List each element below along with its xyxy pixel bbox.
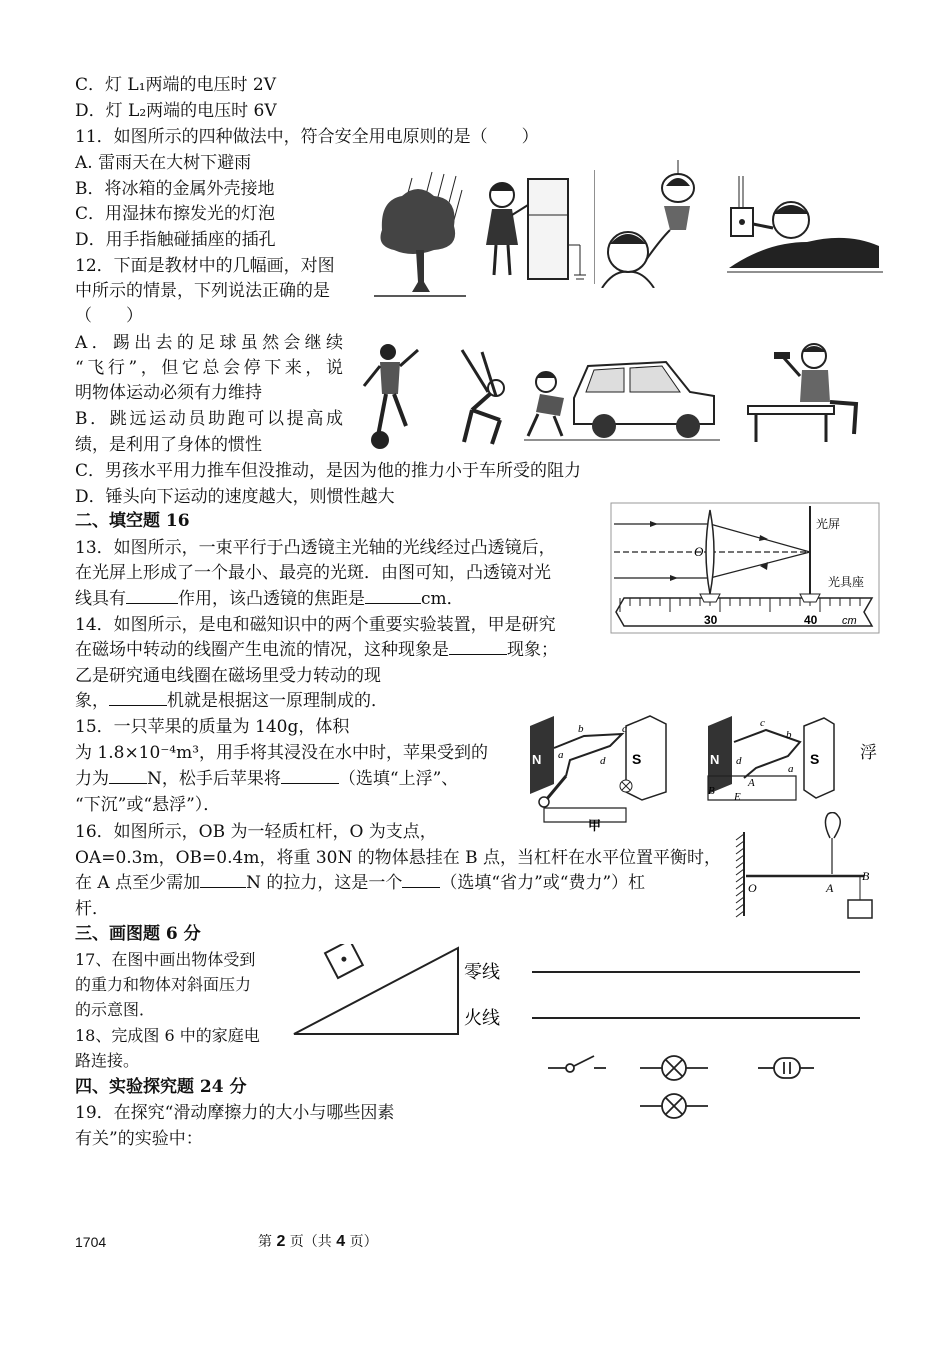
q16-line-1: 16．如图所示，OB 为一轻质杠杆，O 为支点，: [75, 822, 437, 842]
q15-blank-motion[interactable]: [281, 767, 339, 784]
footer-page-number: 第 2 页（共 4 页）: [258, 1233, 378, 1250]
q14-line-1: 14．如图所示，是电和磁知识中的两个重要实验装置，甲是研究: [75, 615, 556, 635]
q12-stem-line-3: （ ）: [75, 306, 143, 326]
q16-figure-lever: [734, 812, 882, 920]
wall-hatch: [736, 890, 744, 896]
q14-fig1-n: N: [532, 752, 542, 767]
q10-option-c: C．灯 L₁两端的电压时 2V: [75, 75, 277, 95]
q15-line-1: 15．一只苹果的质量为 140g，体积: [75, 717, 350, 737]
q17-line-3: 的示意图．: [75, 1000, 156, 1019]
q11-stem: 11．如图所示的四种做法中，符合安全用电原则的是（ ）: [75, 127, 539, 147]
q12-figure-long-jump: [438, 346, 518, 452]
q19-line-2: 有关”的实验中：: [75, 1129, 203, 1149]
q13-fig-unit: cm: [842, 615, 857, 627]
q16-line-3: 在 A 点至少需加 N 的拉力，这是一个 （选填“省力”或“费力”）杠: [75, 873, 646, 893]
section-2-title: 二、填空题 16: [75, 511, 190, 531]
q18-line-1: 18、完成图 6 中的家庭电: [75, 1026, 260, 1045]
q11-option-b: B．将冰箱的金属外壳接地: [75, 179, 275, 199]
q14-fig2-B: B: [708, 785, 715, 797]
wall-hatch: [736, 883, 744, 889]
wall-hatch: [736, 876, 744, 882]
q12-option-a-line-3: 明物体运动必须有力维持: [75, 383, 262, 403]
q13-line-3: 线具有 作用，该凸透镜的焦距是 cm．: [75, 589, 464, 609]
q11-option-c: C．用湿抹布擦发光的灯泡: [75, 204, 276, 224]
q14-line-3: 乙是研究通电线圈在磁场里受力转动的现: [75, 666, 381, 686]
q11-figure-fridge-grounding: [472, 175, 590, 287]
q14-blank-phenomenon[interactable]: [449, 638, 507, 655]
q14-fig2-E: E: [734, 791, 741, 803]
wall-hatch: [736, 855, 744, 861]
q16-fig-o: O: [748, 881, 757, 895]
wall-hatch: [736, 897, 744, 903]
q15-line-4: “下沉”或“悬浮”）．: [75, 795, 221, 815]
q14-fig1-b: b: [578, 723, 584, 735]
q14-figure-generator: [526, 712, 674, 832]
footer-code: 1704: [75, 1234, 107, 1250]
q16-blank-lever-type[interactable]: [402, 871, 440, 888]
q14-fig2-c: c: [760, 717, 765, 729]
wall-hatch: [736, 862, 744, 868]
q18-label-live: 火线: [464, 1008, 500, 1029]
q11-figure-tree-in-rain: [372, 170, 468, 300]
q13-blank-focal-length[interactable]: [365, 587, 421, 604]
q13-line-2: 在光屏上形成了一个最小、最亮的光斑．由图可知，凸透镜对光: [75, 563, 551, 583]
q13-figure-lens-bench: [610, 502, 880, 634]
q10-option-d: D．灯 L₂两端的电压时 6V: [75, 101, 277, 121]
q14-fig1-s: S: [632, 751, 642, 767]
q11-figure-wiping-lamp: [594, 160, 714, 288]
q12-figure-hammer: [744, 342, 866, 446]
q18-lamp-symbol-1: [640, 1056, 708, 1080]
q12-option-c: C．男孩水平用力推车但没推动，是因为他的推力小于车所受的阻力: [75, 461, 582, 481]
q17-line-2: 的重力和物体对斜面压力: [75, 975, 252, 994]
q15-line-2-end: 浮: [860, 743, 877, 763]
wall-hatch: [736, 834, 744, 840]
wall-hatch: [736, 841, 744, 847]
q12-figure-football-kick: [358, 340, 428, 452]
q18-label-neutral: 零线: [464, 962, 500, 983]
q14-fig2-A: A: [748, 777, 755, 789]
q13-fig-label-o: O: [694, 544, 704, 559]
q14-fig2-a: a: [788, 763, 794, 775]
q14-fig1-a: a: [558, 749, 564, 761]
q19-line-1: 19．在探究“滑动摩擦力的大小与哪些因素: [75, 1103, 395, 1123]
section-3-title: 三、画图题 6 分: [75, 924, 201, 944]
q16-fig-b: B: [862, 869, 870, 883]
q16-line-2: OA=0.3m，OB=0.4m，将重 30N 的物体悬挂在 B 点，当杠杆在水平位置平衡时，: [75, 848, 722, 868]
q15-line-3: 力为 N，松手后苹果将 （选填“上浮”、: [75, 769, 459, 789]
q11-option-a: A. 雷雨天在大树下避雨: [75, 153, 252, 173]
q14-line-2: 在磁场中转动的线圈产生电流的情况，这种现象是 现象；: [75, 640, 558, 660]
wall-hatch: [736, 911, 744, 917]
q12-stem-line-2: 中所示的情景，下列说法正确的是: [75, 281, 330, 301]
q18-lamp-symbol-2: [640, 1094, 708, 1118]
q12-option-b-line-1: B．跳远运动员助跑可以提高成: [75, 409, 343, 429]
q14-fig1-caption: 甲: [588, 819, 602, 832]
q14-fig1-d: d: [600, 755, 606, 767]
q12-option-a-line-1: A．踢出去的足球虽然会继续: [75, 333, 343, 353]
q17-figure-incline: [290, 944, 462, 1038]
q14-line-4: 象， 机就是根据这一原理制成的．: [75, 691, 388, 711]
q12-option-a-line-2: “飞行”，但它总会停下来，说: [75, 358, 343, 378]
q13-fig-label-stand: 光具座: [828, 575, 865, 589]
q14-fig1-c: c: [622, 723, 627, 735]
q12-figure-pushing-car: [524, 348, 720, 444]
q12-option-b-line-2: 绩，是利用了身体的惯性: [75, 435, 262, 455]
q16-fig-a: A: [826, 881, 834, 895]
q11-option-d: D．用手指触碰插座的插孔: [75, 230, 276, 250]
q14-fig2-s: S: [810, 751, 820, 767]
q12-stem-line-1: 12．下面是教材中的几幅画，对图: [75, 256, 335, 276]
q16-line-4: 杆．: [75, 899, 109, 919]
q11-figure-finger-socket: [727, 172, 883, 276]
q18-line-2: 路连接。: [75, 1051, 140, 1070]
q14-blank-machine[interactable]: [109, 689, 167, 706]
q14-figure-motor: [704, 712, 836, 806]
q18-figure-circuit: [462, 948, 872, 1128]
q18-socket-symbol: [758, 1058, 814, 1078]
wall-hatch: [736, 904, 744, 910]
section-4-title: 四、实验探究题 24 分: [75, 1077, 247, 1097]
q13-fig-label-screen: 光屏: [816, 517, 841, 531]
q14-fig2-b: b: [786, 729, 792, 741]
q18-switch-symbol: [548, 1056, 606, 1072]
q12-option-d: D．锤头向下运动的速度越大，则惯性越大: [75, 487, 395, 507]
q13-line-1: 13．如图所示，一束平行于凸透镜主光轴的光线经过凸透镜后，: [75, 538, 556, 558]
q13-fig-tick-30: 30: [704, 613, 718, 627]
q15-line-2: 为 1.8×10⁻⁴m³，用手将其浸没在水中时，苹果受到的: [75, 743, 489, 763]
q17-line-1: 17、在图中画出物体受到: [75, 950, 256, 969]
q15-blank-buoyancy[interactable]: [109, 767, 147, 784]
wall-hatch: [736, 869, 744, 875]
q13-fig-tick-40: 40: [804, 613, 818, 627]
wall-hatch: [736, 848, 744, 854]
q14-fig2-n: N: [710, 752, 720, 767]
q16-blank-force[interactable]: [200, 871, 246, 888]
q14-fig2-d: d: [736, 755, 742, 767]
q13-blank-effect[interactable]: [126, 587, 178, 604]
